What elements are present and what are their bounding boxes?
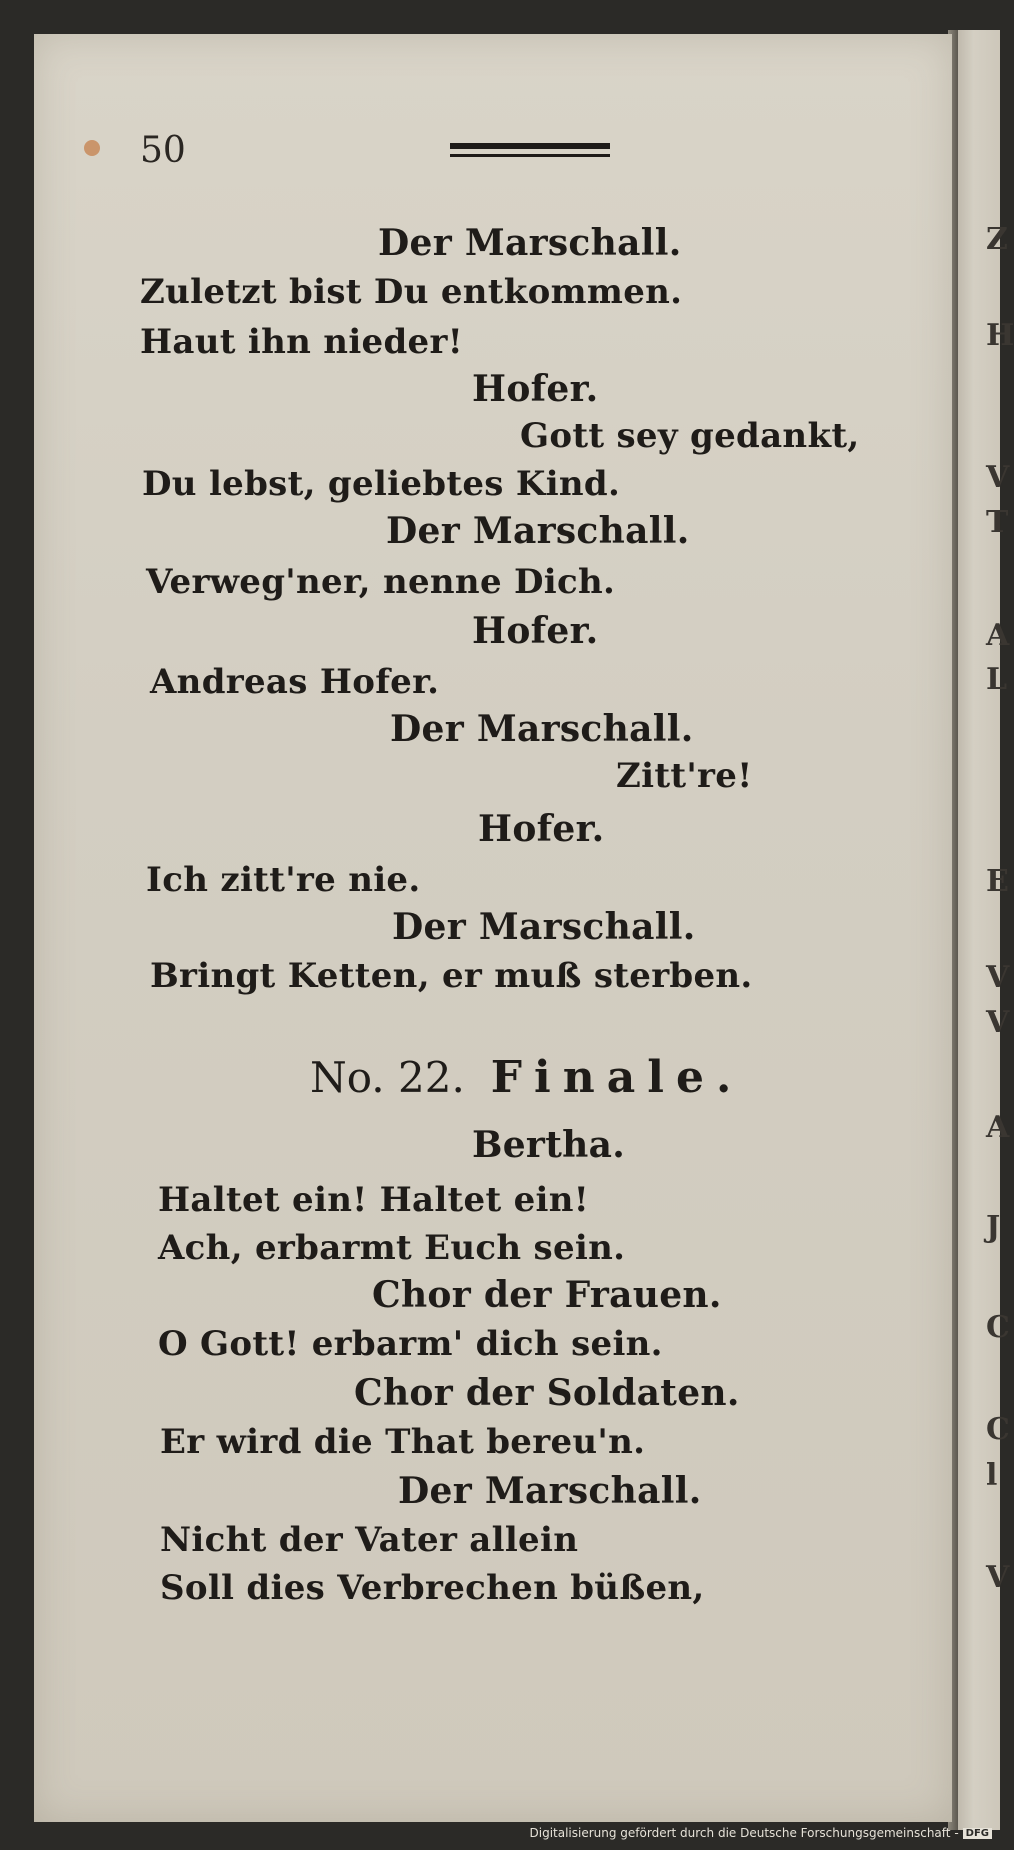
text-line: Verweg'ner, nenne Dich.: [146, 562, 616, 602]
text-line: Andreas Hofer.: [150, 662, 440, 702]
paper-stain: [84, 140, 100, 156]
text-line: Gott sey gedankt,: [520, 416, 860, 456]
next-page-glyph: Z: [986, 222, 1008, 257]
header-rule-thin: [450, 154, 610, 157]
next-page-glyph: V: [986, 1005, 1010, 1040]
speaker-line: Der Marschall.: [390, 708, 694, 750]
speaker-line: Der Marschall.: [398, 1470, 702, 1512]
page-number: 50: [140, 130, 186, 171]
speaker-line: Chor der Frauen.: [372, 1274, 722, 1316]
text-line: Er wird die That bereu'n.: [160, 1422, 646, 1462]
text-line: Soll dies Verbrechen büßen,: [160, 1568, 705, 1608]
text-line: Haltet ein! Haltet ein!: [158, 1180, 590, 1220]
speaker-line: Hofer.: [472, 610, 599, 652]
finale-number: No. 22.: [310, 1053, 465, 1102]
text-line: Zitt're!: [616, 756, 753, 796]
next-page-glyph: A: [986, 618, 1010, 653]
next-page-glyph: L: [986, 662, 1008, 697]
text-line: Ach, erbarmt Euch sein.: [158, 1228, 626, 1268]
speaker-line: Hofer.: [478, 808, 605, 850]
next-page-glyph: V: [986, 460, 1010, 495]
text-line: Bringt Ketten, er muß sterben.: [150, 956, 753, 996]
next-page-glyph: V: [986, 960, 1010, 995]
text-line: Du lebst, geliebtes Kind.: [142, 464, 621, 504]
speaker-line: Der Marschall.: [386, 510, 690, 552]
digitization-credit: [530, 1826, 993, 1840]
dfg-logo: DFG: [963, 1828, 992, 1839]
text-line: Ich zitt're nie.: [146, 860, 421, 900]
text-line: O Gott! erbarm' dich sein.: [158, 1324, 663, 1364]
text-line: Haut ihn nieder!: [140, 322, 463, 362]
next-page-glyph: C: [986, 1310, 1010, 1345]
next-page-glyph: l: [986, 1458, 998, 1493]
speaker-line: Bertha.: [472, 1124, 626, 1166]
next-page-glyph: H: [986, 318, 1014, 353]
header-rule-thick: [450, 143, 610, 149]
speaker-line: Der Marschall.: [378, 222, 682, 264]
speaker-line: Chor der Soldaten.: [354, 1372, 740, 1414]
next-page-glyph: C: [986, 1412, 1010, 1447]
next-page-glyph: V: [986, 1560, 1010, 1595]
speaker-line: Der Marschall.: [392, 906, 696, 948]
next-page-glyph: A: [986, 1110, 1010, 1145]
speaker-line: Hofer.: [472, 368, 599, 410]
finale-title: Finale.: [490, 1052, 744, 1103]
finale-heading: [310, 1052, 743, 1103]
next-page-glyph: T: [986, 505, 1009, 540]
text-line: Nicht der Vater allein: [160, 1520, 579, 1560]
credit-text: Digitalisierung gefördert durch die Deutsche Forschungsgemeinschaft -: [529, 1826, 959, 1840]
next-page-glyph: J: [986, 1210, 1001, 1245]
next-page-glyph: E: [986, 864, 1009, 899]
text-line: Zuletzt bist Du entkommen.: [140, 272, 683, 312]
